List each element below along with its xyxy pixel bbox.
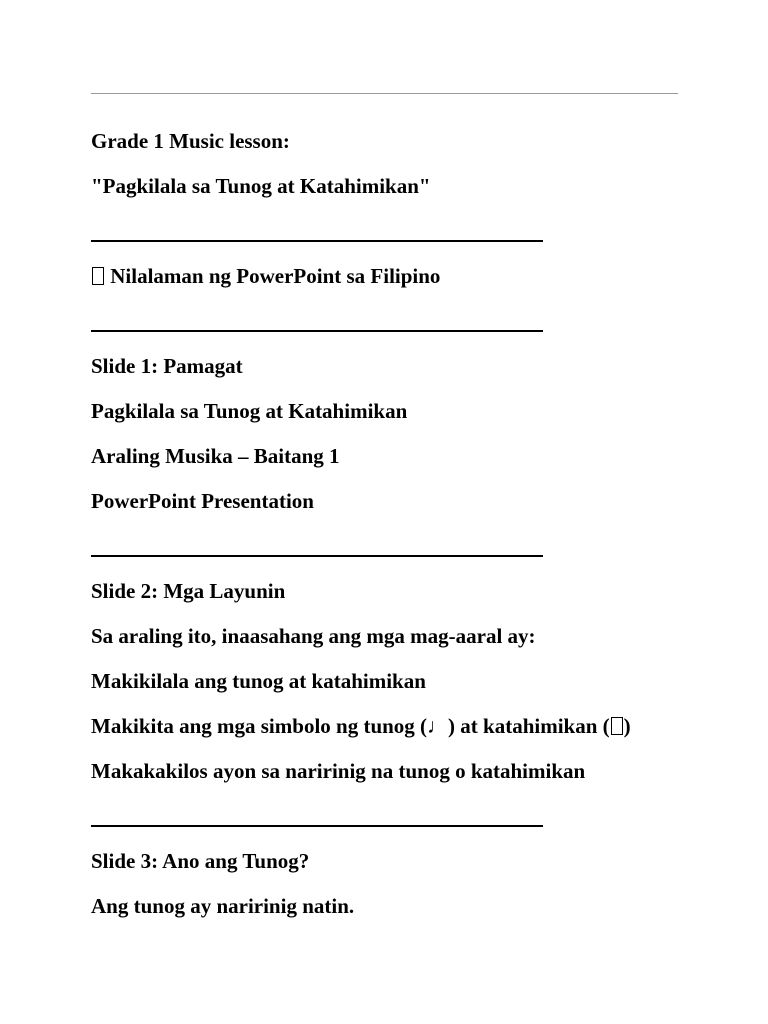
section-separator <box>91 216 711 246</box>
content-heading-text: Nilalaman ng PowerPoint sa Filipino <box>110 264 441 288</box>
objective-text-end: ) <box>623 714 631 738</box>
section-separator <box>91 531 711 561</box>
missing-glyph-icon <box>611 717 623 735</box>
section-separator <box>91 801 711 831</box>
objective-text: Makikita ang mga simbolo ng tunog (♩) at katahimikan ( <box>91 714 610 738</box>
content-heading <box>91 261 711 291</box>
section-separator <box>91 306 711 336</box>
title-line-2: "Pagkilala sa Tunog at Katahimikan" <box>91 174 431 198</box>
slide-2-objective <box>91 711 711 741</box>
slide-2-objective: Makikilala ang tunog at katahimikan <box>91 669 426 693</box>
slide-1-line: PowerPoint Presentation <box>91 489 314 513</box>
title-line-1: Grade 1 Music lesson: <box>91 129 290 153</box>
slide-2-intro: Sa araling ito, inaasahang ang mga mag-aaral ay: <box>91 624 536 648</box>
slide-3-heading: Slide 3: Ano ang Tunog? <box>91 849 310 873</box>
top-divider <box>91 93 678 94</box>
slide-1-line: Pagkilala sa Tunog at Katahimikan <box>91 399 408 423</box>
missing-glyph-icon <box>92 267 104 285</box>
slide-2-objective: Makakakilos ayon sa naririnig na tunog o katahimikan <box>91 759 586 783</box>
slide-3-line: Ang tunog ay naririnig natin. <box>91 894 355 918</box>
document-body <box>91 126 711 936</box>
slide-2-heading: Slide 2: Mga Layunin <box>91 579 286 603</box>
slide-1-line: Araling Musika – Baitang 1 <box>91 444 340 468</box>
slide-1-heading: Slide 1: Pamagat <box>91 354 243 378</box>
